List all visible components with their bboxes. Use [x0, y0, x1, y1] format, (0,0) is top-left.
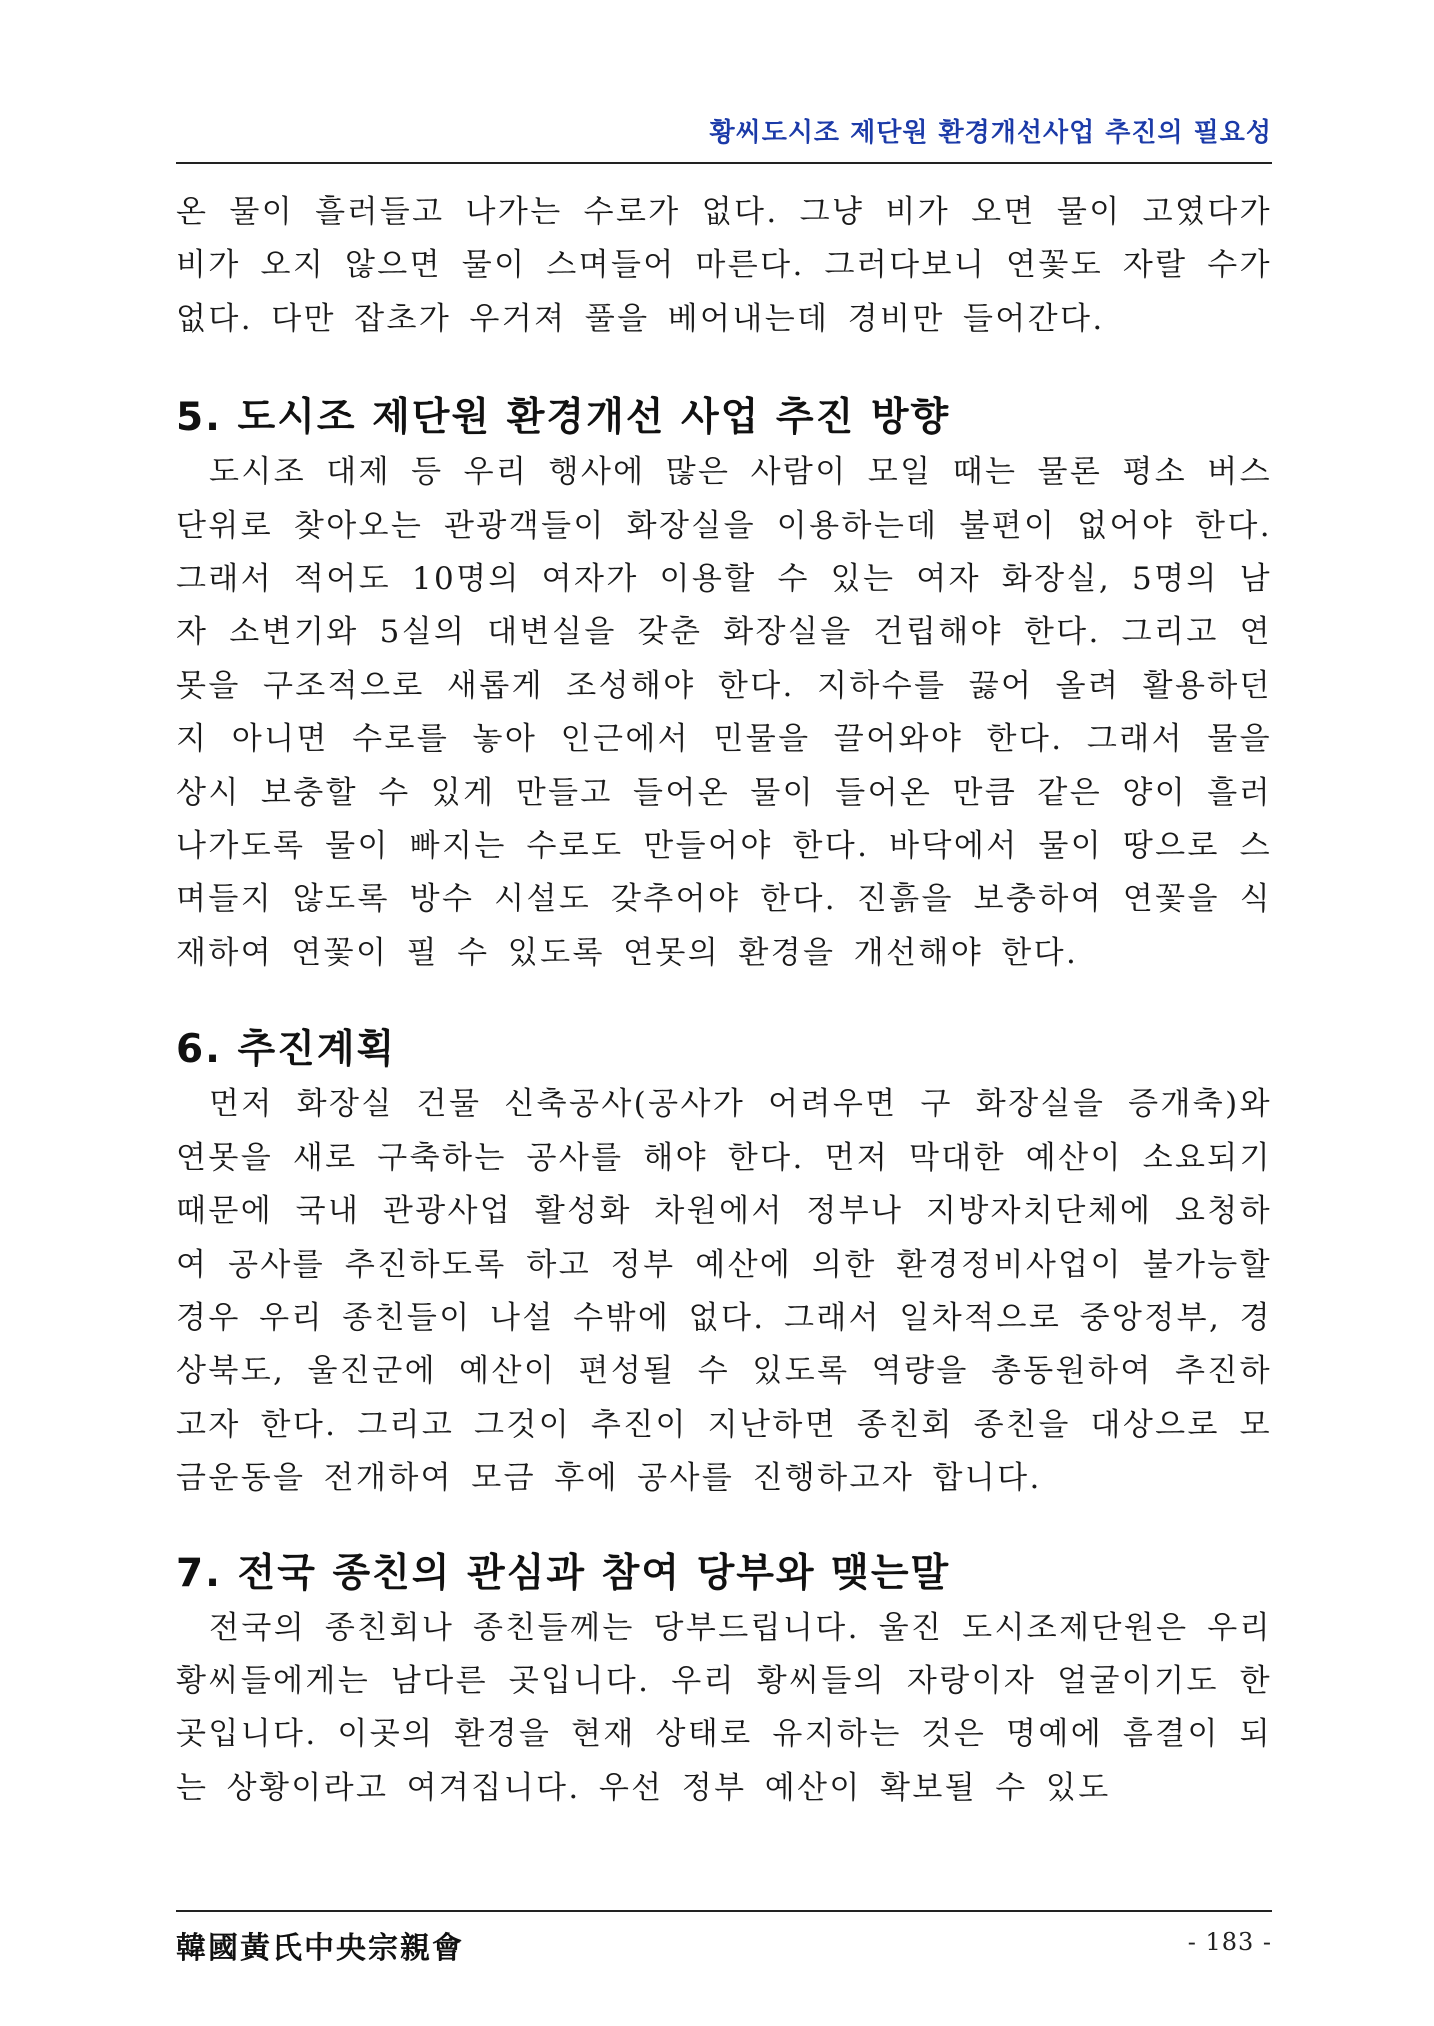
section-7-paragraph: 전국의 종친회나 종친들께는 당부드립니다. 울진 도시조제단원은 우리 황씨들에게는 남다른 곳입니다. 우리 황씨들의 자랑이자 얼굴이기도 한 곳입니다. 이곳의 환경을 현재 상태로 유지하는 것은 명예에 흠결이 되는 상황이라고 여겨집니다. 우선 정부 예산이 확보될 수 있도 [176, 1609, 1272, 1806]
section-6-paragraph: 먼저 화장실 건물 신축공사(공사가 어려우면 구 화장실을 증개축)와 연못을 새로 구축하는 공사를 해야 한다. 먼저 막대한 예산이 소요되기 때문에 국내 관광사업 활성화 차원에서 정부나 지방자치단체에 요청하여 공사를 추진하도록 하고 정부 예산에 의한 환경정비사업이 불가능할 경우 우리 종친들이 나설 수밖에 없다. 그래서 일차적으로 중앙정부, 경상북도, 울진군에 예산이 편성될 수 있도록 역량을 총동원하여 추진하고자 한다. 그리고 그것이 추진이 지난하면 종친회 종친을 대상으로 모금운동을 전개하여 모금 후에 공사를 진행하고자 합니다. [176, 1086, 1272, 1497]
page-number: - 183 - [1187, 1928, 1272, 1956]
spacer [176, 1506, 1272, 1546]
spacer [176, 980, 1272, 1022]
section-5-heading: 5. 도시조 제단원 환경개선 사업 추진 방향 [176, 395, 951, 441]
section-7-heading: 7. 전국 종친의 관심과 참여 당부와 맺는말 [176, 1550, 951, 1596]
section-5-paragraph: 도시조 대제 등 우리 행사에 많은 사람이 모일 때는 물론 평소 버스 단위로 찾아오는 관광객들이 화장실을 이용하는데 불편이 없어야 한다. 그래서 적어도 10명의 여자가 이용할 수 있는 여자 화장실, 5명의 남자 소변기와 5실의 대변실을 갖춘 화장실을 건립해야 한다. 그리고 연못을 구조적으로 새롭게 조성해야 한다. 지하수를 끓어 올려 활용하던지 아니면 수로를 놓아 인근에서 민물을 끌어와야 한다. 그래서 물을 상시 보충할 수 있게 만들고 들어온 물이 들어온 만큼 같은 양이 흘러나가도록 물이 빠지는 수로도 만들어야 한다. 바닥에서 물이 땅으로 스며들지 않도록 방수 시설도 갖추어야 한다. 진흙을 보충하여 연꽃을 식재하여 연꽃이 필 수 있도록 연못의 환경을 개선해야 한다. [176, 454, 1272, 971]
footer-organization: 韓國黃氏中央宗親會 [176, 1931, 464, 1966]
running-header: 황씨도시조 제단원 환경개선사업 추진의 필요성 [709, 118, 1272, 148]
footer-divider [176, 1910, 1272, 1912]
section-6-heading: 6. 추진계획 [176, 1027, 397, 1073]
spacer [176, 346, 1272, 390]
page-body [176, 186, 1272, 1815]
header-divider [176, 162, 1272, 164]
intro-paragraph: 온 물이 흘러들고 나가는 수로가 없다. 그냥 비가 오면 물이 고였다가 비가 오지 않으면 물이 스며들어 마른다. 그러다보니 연꽃도 자랄 수가 없다. 다만 잡초가 우거져 풀을 베어내는데 경비만 들어간다. [176, 194, 1272, 337]
